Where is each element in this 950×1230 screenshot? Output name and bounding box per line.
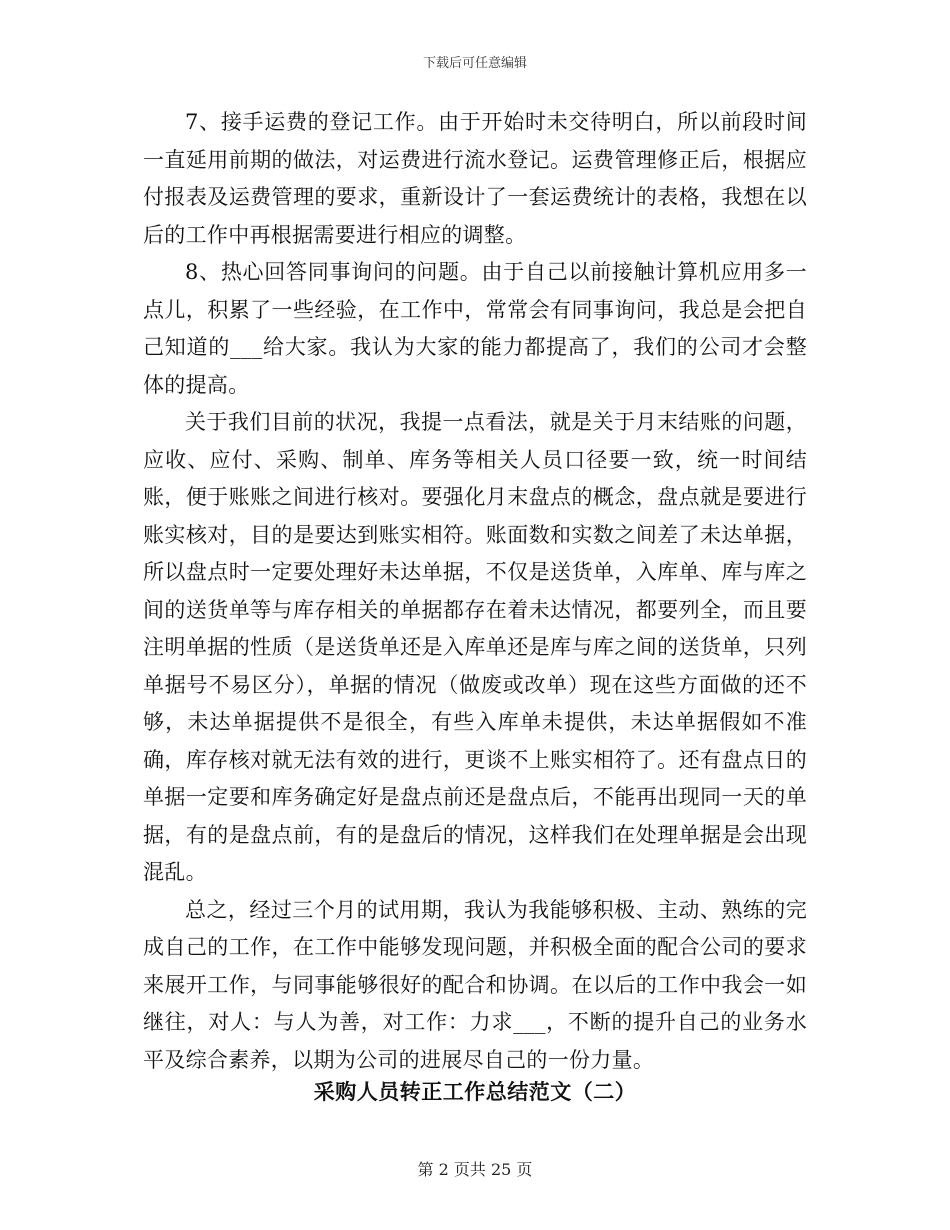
paragraph-item-7: 7、接手运费的登记工作。由于开始时未交待明白，所以前段时间一直延用前期的做法，对运费进行流水登记。运费管理修正后，根据应付报表及运费管理的要求，重新设计了一套运费统计的表格，我想在以后的工作中再根据需要进行相应的调整。	[143, 110, 807, 247]
section-title: 采购人员转正工作总结范文（二）	[313, 1079, 637, 1104]
body-text	[143, 104, 807, 1079]
page-number-footer: 第 2 页共 25 页	[417, 1160, 533, 1179]
page-header-note: 下载后可任意编辑	[422, 56, 527, 71]
paragraph-month-end-closing: 关于我们目前的状况，我提一点看法，就是关于月末结账的问题，应收、应付、采购、制单、库务等相关人员口径要一致，统一时间结账，便于账账之间进行核对。要强化月末盘点的概念，盘点就是要进行账实核对，目的是要达到账实相符。账面数和实数之间差了未达单据，所以盘点时一定要处理好未达单据，不仅是送货单，入库单、库与库之间的送货单等与库存相关的单据都存在着未达情况，都要列全，而且要注明单据的性质（是送货单还是入库单还是库与库之间的送货单，只列单据号不易区分），单据的情况（做废或改单）现在这些方面做的还不够，未达单据提供不是很全，有些入库单未提供，未达单据假如不准确，库存核对就无法有效的进行，更谈不上账实相符了。还有盘点日的单据一定要和库务确定好是盘点前还是盘点后，不能再出现同一天的单据，有的是盘点前，有的是盘后的情况，这样我们在处理单据是会出现混乱。	[143, 410, 807, 884]
paragraph-item-8: 8、热心回答同事询问的问题。由于自己以前接触计算机应用多一点儿，积累了一些经验，在工作中，常常会有同事询问，我总是会把自己知道的___给大家。我认为大家的能力都提高了，我们的公司才会整体的提高。	[143, 260, 807, 397]
paragraph-conclusion: 总之，经过三个月的试用期，我认为我能够积极、主动、熟练的完成自己的工作，在工作中能够发现问题，并积极全面的配合公司的要求来展开工作，与同事能够很好的配合和协调。在以后的工作中我会一如继往，对人：与人为善，对工作：力求___，不断的提升自己的业务水平及综合素养，以期为公司的进展尽自己的一份力量。	[143, 897, 807, 1072]
